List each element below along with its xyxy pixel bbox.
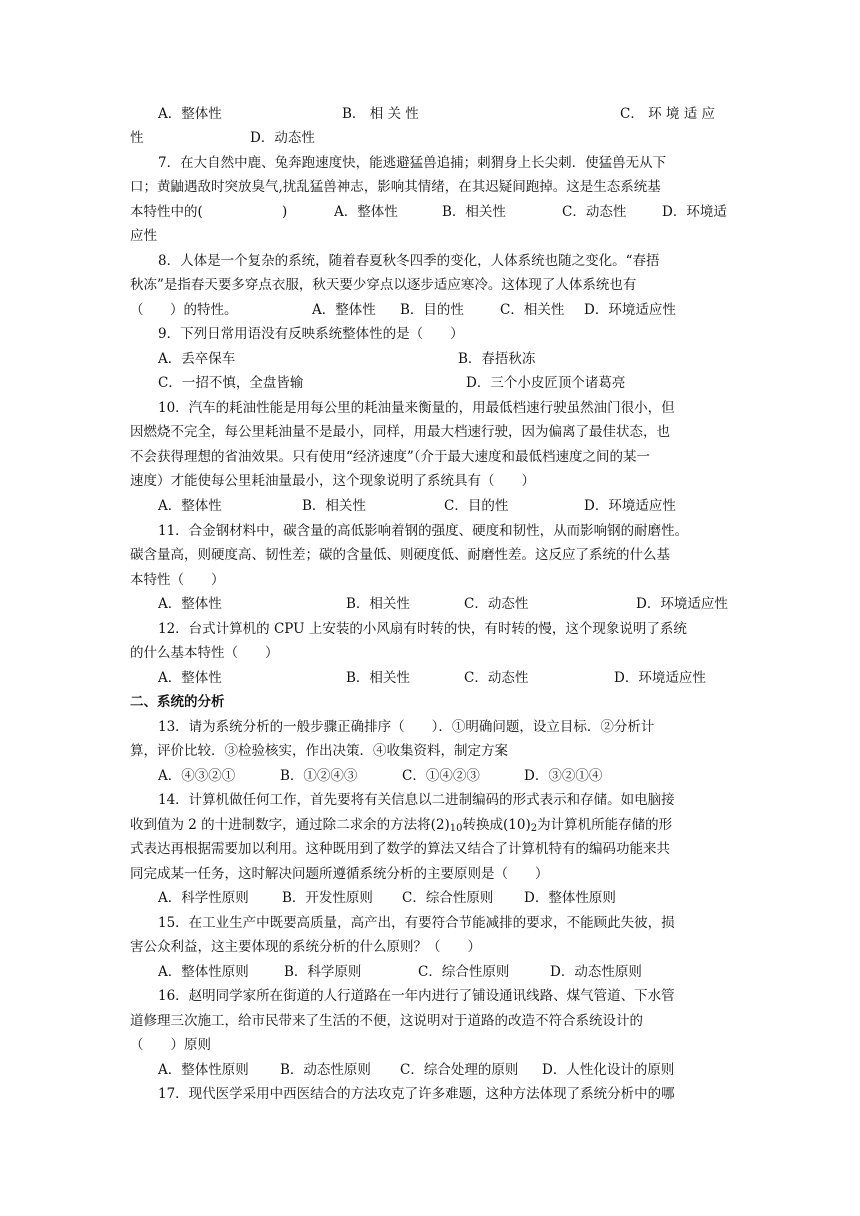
q13-option-d: D．③②①④: [524, 768, 603, 784]
q10-option-d: D．环境适应性: [584, 498, 676, 514]
q8-bracket-open: （: [130, 302, 144, 318]
q16-option-b: B．动态性原则: [280, 1062, 371, 1078]
q14-options: [130, 886, 730, 910]
q15-option-a: A．整体性原则: [158, 964, 249, 980]
q7-option-a: A．整体性: [334, 204, 398, 220]
q6-option-c: C． 环 境 适 应: [620, 106, 715, 122]
q15-text-2: 害公众利益，这主要体现的系统分析的什么原则？（ ）: [130, 939, 481, 955]
q14-text-2a: 收到值为 2 的十进制数字，通过除二求余的方法将(2): [130, 817, 450, 833]
q11-option-d: D．环境适应性: [636, 596, 728, 612]
q13-text-2: 算，评价比较．③检验核实，作出决策．④收集资料，制定方案: [130, 743, 508, 759]
q14-text-2c: 为计算机所能存储的形: [537, 817, 673, 833]
q9-option-d: D．三个小皮匠顶个诸葛亮: [466, 375, 626, 391]
q13-options: [130, 764, 730, 788]
q13-option-c: C．①④②③: [402, 768, 480, 784]
q13-option-a: A．④③②①: [158, 768, 236, 784]
q7-text-1: 7．在大自然中鹿、兔奔跑速度快，能逃避猛兽追捕；刺猬身上长尖刺．使猛兽无从下: [158, 155, 667, 171]
q9-text-1: 9．下列日常用语没有反映系统整体性的是（ ）: [158, 326, 464, 342]
q6-option-a: A．整体性: [158, 106, 222, 122]
q10-text-2: 因燃烧不完全，每公里耗油量不是最小，同样，用最大档速行驶，因为偏离了最佳状态，也: [130, 424, 670, 440]
section-heading: 二、系统的分析: [130, 694, 225, 710]
q8-text-1: 8．人体是一个复杂的系统，随着春夏秋冬四季的变化，人体系统也随之变化。“春捂: [158, 253, 660, 269]
q7-text-3: [130, 200, 730, 224]
q10-text-4: 速度）才能使每公里耗油量最小，这个现象说明了系统具有（ ）: [130, 473, 535, 489]
q9-options-1: [130, 347, 730, 371]
q7-option-b: B．相关性: [442, 204, 506, 220]
q8-text-2: 秋冻”是指春天要多穿点衣服，秋天要少穿点以逐步适应寒冷。这体现了人体系统也有: [130, 277, 637, 293]
q12-text-1: 12．台式计算机的 CPU 上安装的小风扇有时转的快，有时转的慢，这个现象说明了系统: [158, 621, 687, 637]
q13-text-1: 13．请为系统分析的一般步骤正确排序（ ）．①明确问题，设立目标．②分析计: [158, 719, 655, 735]
q13-option-b: B．①②④③: [280, 768, 358, 784]
q14-subscript-2: 2: [530, 823, 538, 834]
q12-option-a: A．整体性: [158, 670, 222, 686]
q15-option-b: B．科学原则: [284, 964, 362, 980]
q7-stem-end: 本特性中的(: [130, 204, 203, 220]
q15-option-c: C．综合性原则: [418, 964, 510, 980]
q7-bracket-close: ): [282, 204, 288, 220]
q6-option-c-cont: 性: [130, 130, 144, 146]
q14-text-3: 式表达再根据需要加以利用。这种既用到了数学的算法又结合了计算机特有的编码功能来共: [130, 841, 670, 857]
q8-option-d: D．环境适应性: [584, 302, 676, 318]
q15-options: [130, 960, 730, 984]
q6-options-line-2: [130, 126, 730, 150]
q10-option-b: B．相关性: [302, 498, 366, 514]
q14-option-d: D．整体性原则: [524, 890, 616, 906]
q14-text-1: 14．计算机做任何工作，首先要将有关信息以二进制编码的形式表示和存储。如电脑接: [158, 792, 675, 808]
q8-text-3: [130, 298, 730, 322]
q12-options: [130, 666, 730, 690]
q12-option-b: B．相关性: [346, 670, 410, 686]
q7-option-d: D．环境适: [662, 204, 727, 220]
q16-text-2: 道修理三次施工，给市民带来了生活的不便，这说明对于道路的改造不符合系统设计的: [130, 1013, 643, 1029]
q10-text-3: 不会获得理想的省油效果。只有使用“经济速度”（介于最大速度和最低档速度之间的某一: [130, 449, 651, 465]
q11-option-b: B．相关性: [346, 596, 410, 612]
q11-text-3: 本特性（ ）: [130, 572, 225, 588]
q16-option-c: C．综合处理的原则: [400, 1062, 519, 1078]
q14-option-b: B．开发性原则: [282, 890, 373, 906]
q15-option-d: D．动态性原则: [550, 964, 642, 980]
q6-option-d: D．动态性: [250, 130, 315, 146]
q11-text-2: 碳含量高，则硬度高、韧性差；碳的含量低、则硬度低、耐磨性差。这反应了系统的什么基: [130, 547, 670, 563]
q16-option-d: D．人性化设计的原则: [542, 1062, 675, 1078]
q10-options: [130, 494, 730, 518]
q7-option-c: C．动态性: [562, 204, 627, 220]
q11-text-1: 11．合金钢材料中，碳含量的高低影响着钢的强度、硬度和韧性，从而影响钢的耐磨性。: [158, 523, 689, 539]
q8-stem-end: ）的特性。: [170, 302, 238, 318]
q7-text-4: 应性: [130, 228, 157, 244]
q17-text-1: 17．现代医学采用中西医结合的方法攻克了许多难题，这种方法体现了系统分析中的哪: [158, 1086, 675, 1102]
q12-text-2: 的什么基本特性（ ）: [130, 645, 279, 661]
q9-option-c: C．一招不慎，全盘皆输: [158, 375, 304, 391]
q14-option-a: A．科学性原则: [158, 890, 249, 906]
q9-option-b: B．春捂秋冻: [458, 351, 536, 367]
q10-option-c: C．目的性: [444, 498, 509, 514]
q6-options-line: [130, 102, 730, 126]
q14-text-4: 同完成某一任务，这时解决问题所遵循系统分析的主要原则是（ ）: [130, 866, 549, 882]
q10-text-1: 10．汽车的耗油性能是用每公里的耗油量来衡量的，用最低档速行驶虽然油门很小，但: [158, 400, 675, 416]
q16-option-a: A．整体性原则: [158, 1062, 249, 1078]
q11-options: [130, 592, 730, 616]
q16-text-3: （ ）原则: [130, 1037, 211, 1053]
q14-option-c: C．综合性原则: [402, 890, 494, 906]
q14-text-2b: 转换成(10): [462, 817, 531, 833]
q8-option-a: A．整体性: [312, 302, 376, 318]
q16-text-1: 16．赵明同学家所在街道的人行道路在一年内进行了铺设通讯线路、煤气管道、下水管: [158, 988, 675, 1004]
q7-text-2: 口；黄鼬遇敌时突放臭气,扰乱猛兽神志，影响其情绪，在其迟疑间跑掉。这是生态系统基: [130, 179, 661, 195]
q14-subscript-1: 10: [449, 823, 463, 834]
q12-option-c: C．动态性: [464, 670, 529, 686]
q6-option-b: B． 相 关 性: [342, 106, 419, 122]
q8-option-b: B．目的性: [400, 302, 464, 318]
q16-options: [130, 1058, 730, 1082]
q11-option-a: A．整体性: [158, 596, 222, 612]
q11-option-c: C．动态性: [464, 596, 529, 612]
q15-text-1: 15．在工业生产中既要高质量，高产出，有要符合节能减排的要求，不能顾此失彼，损: [158, 915, 675, 931]
q10-option-a: A．整体性: [158, 498, 222, 514]
q8-option-c: C．相关性: [500, 302, 565, 318]
q9-option-a: A．丢卒保车: [158, 351, 236, 367]
q12-option-d: D．环境适应性: [614, 670, 706, 686]
q14-text-2: [130, 813, 730, 837]
q9-options-2: [130, 371, 730, 395]
